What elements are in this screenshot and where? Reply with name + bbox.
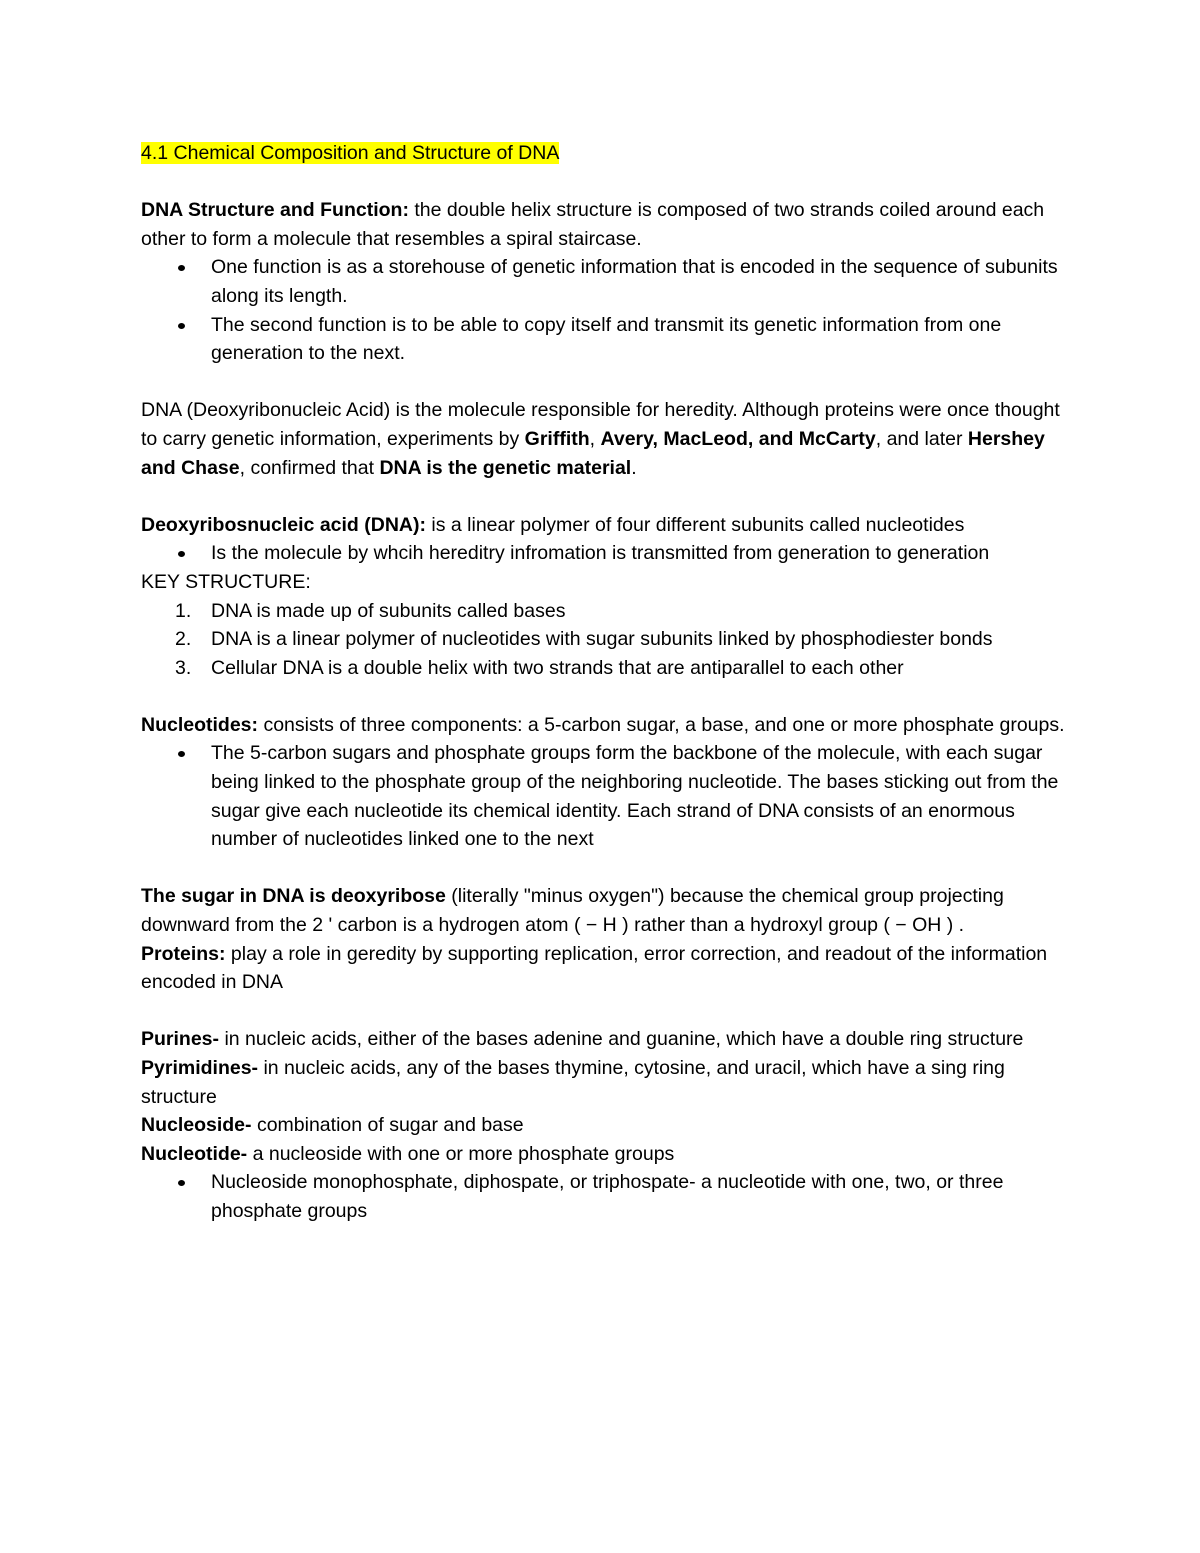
paragraph-text: , confirmed that: [239, 456, 380, 479]
dna-definition-paragraph: [141, 511, 1071, 540]
paragraph-text: ,: [589, 427, 601, 450]
term-dna: Deoxyribosnucleic acid (DNA):: [141, 513, 426, 536]
bullet-list: [141, 253, 1071, 367]
list-item-text: The 5-carbon sugars and phosphate groups form the backbone of the molecule, with each sugar being linked to the phosphate group of the neighboring nucleotide. The bases sticking out from the sugar give each nucleotide its chemical identity. Each strand of DNA consists of an enormous number of nucleotides linked one to the next: [211, 742, 1059, 851]
definition-text: play a role in geredity by supporting replication, error correction, and readout of the information encoded in DNA: [141, 942, 1048, 994]
bold-text: Hershey and Chase: [141, 427, 1045, 479]
bullet-icon: [178, 751, 185, 757]
bold-text: DNA is the genetic material: [379, 456, 632, 479]
paragraph-text: , and later: [875, 427, 968, 450]
proteins-paragraph: [141, 940, 1071, 997]
key-structure-heading: KEY STRUCTURE:: [141, 570, 311, 593]
document-body: [141, 139, 1071, 1226]
bold-text: Avery, MacLeod, and McCarty: [600, 427, 876, 450]
bullet-icon: [178, 323, 185, 329]
bullet-list: [141, 539, 1071, 568]
term-proteins: Proteins:: [141, 942, 226, 965]
section-title: [141, 139, 1071, 168]
spacer: [141, 854, 1071, 883]
bullet-icon: [178, 265, 185, 271]
definition-text: is a linear polymer of four different subunits called nucleotides: [425, 513, 965, 536]
term-sugar: The sugar in DNA is deoxyribose: [141, 885, 446, 908]
list-item-text: The second function is to be able to copy itself and transmit its genetic information from one generation to the next.: [211, 313, 1002, 365]
spacer: [141, 997, 1071, 1026]
list-item-text: DNA is made up of subunits called bases: [211, 599, 566, 622]
term-dna-structure: DNA Structure and Function:: [141, 199, 409, 222]
list-item: [141, 539, 1071, 568]
nucleoside-paragraph: [141, 1111, 1071, 1140]
definition-text: the double helix structure is composed of two strands coiled around each other to form a molecule that resembles a spiral staircase.: [141, 199, 1045, 250]
bullet-icon: [178, 1180, 185, 1186]
list-item-text: DNA is a linear polymer of nucleotides with sugar subunits linked by phosphodiester bonds: [211, 628, 993, 651]
list-item-text: One function is as a storehouse of genetic information that is encoded in the sequence of subunits along its length.: [211, 256, 1058, 307]
bold-text: Griffith: [524, 427, 590, 450]
term-pyrimidines: Pyrimidines-: [141, 1057, 259, 1079]
bullet-list: [141, 739, 1071, 853]
list-number: 1.: [175, 599, 192, 622]
dna-history-paragraph: [141, 396, 1071, 482]
definition-text: (literally "minus oxygen") because the chemical group projecting downward from the 2 ' carbon is a hydrogen atom ( − H ) rather than a hydroxyl group ( − OH ) .: [141, 885, 1004, 937]
nucleotide-paragraph: [141, 1140, 1071, 1169]
definition-text: a nucleoside with one or more phosphate groups: [247, 1142, 675, 1165]
bullet-icon: [178, 551, 185, 557]
spacer: [141, 368, 1071, 397]
spacer: [141, 168, 1071, 197]
dna-structure-paragraph: [141, 196, 1071, 253]
pyrimidines-paragraph: [141, 1054, 1071, 1111]
spacer: [141, 482, 1071, 511]
list-item: [141, 253, 1071, 310]
definition-text: combination of sugar and base: [251, 1114, 524, 1137]
term-nucleotides: Nucleotides:: [141, 713, 259, 736]
definition-text: in nucleic acids, either of the bases adenine and guanine, which have a double ring structure: [219, 1028, 1024, 1051]
term-purines: Purines-: [141, 1028, 220, 1051]
spacer: [141, 682, 1071, 711]
list-item: [141, 597, 1071, 626]
paragraph-text: DNA (Deoxyribonucleic Acid) is the molecule responsible for heredity. Although proteins were once thought to carry genetic information, experiments by: [141, 399, 1060, 450]
list-number: 2.: [175, 628, 192, 651]
list-item-text: Cellular DNA is a double helix with two strands that are antiparallel to each other: [211, 656, 904, 679]
numbered-list: [141, 597, 1071, 683]
list-item: [141, 739, 1071, 853]
definition-text: consists of three components: a 5-carbon sugar, a base, and one or more phosphate groups.: [258, 713, 1065, 736]
list-number: 3.: [175, 656, 192, 679]
list-item: [141, 625, 1071, 654]
list-item: [141, 654, 1071, 683]
list-item-text: Is the molecule by whcih hereditry infromation is transmitted from generation to generation: [211, 542, 990, 565]
list-item-text: Nucleoside monophosphate, diphospate, or triphospate- a nucleotide with one, two, or three phosphate groups: [211, 1171, 1004, 1222]
sugar-paragraph: [141, 882, 1071, 939]
list-item: [141, 1168, 1071, 1225]
term-nucleoside: Nucleoside-: [141, 1114, 252, 1137]
paragraph-text: .: [631, 456, 637, 479]
term-nucleotide: Nucleotide-: [141, 1142, 248, 1165]
list-item: [141, 311, 1071, 368]
bullet-list: [141, 1168, 1071, 1225]
definition-text: in nucleic acids, any of the bases thymine, cytosine, and uracil, which have a sing ring structure: [141, 1057, 1005, 1108]
highlighted-title: 4.1 Chemical Composition and Structure of DNA: [141, 142, 560, 164]
purines-paragraph: [141, 1025, 1071, 1054]
nucleotides-paragraph: [141, 711, 1071, 740]
